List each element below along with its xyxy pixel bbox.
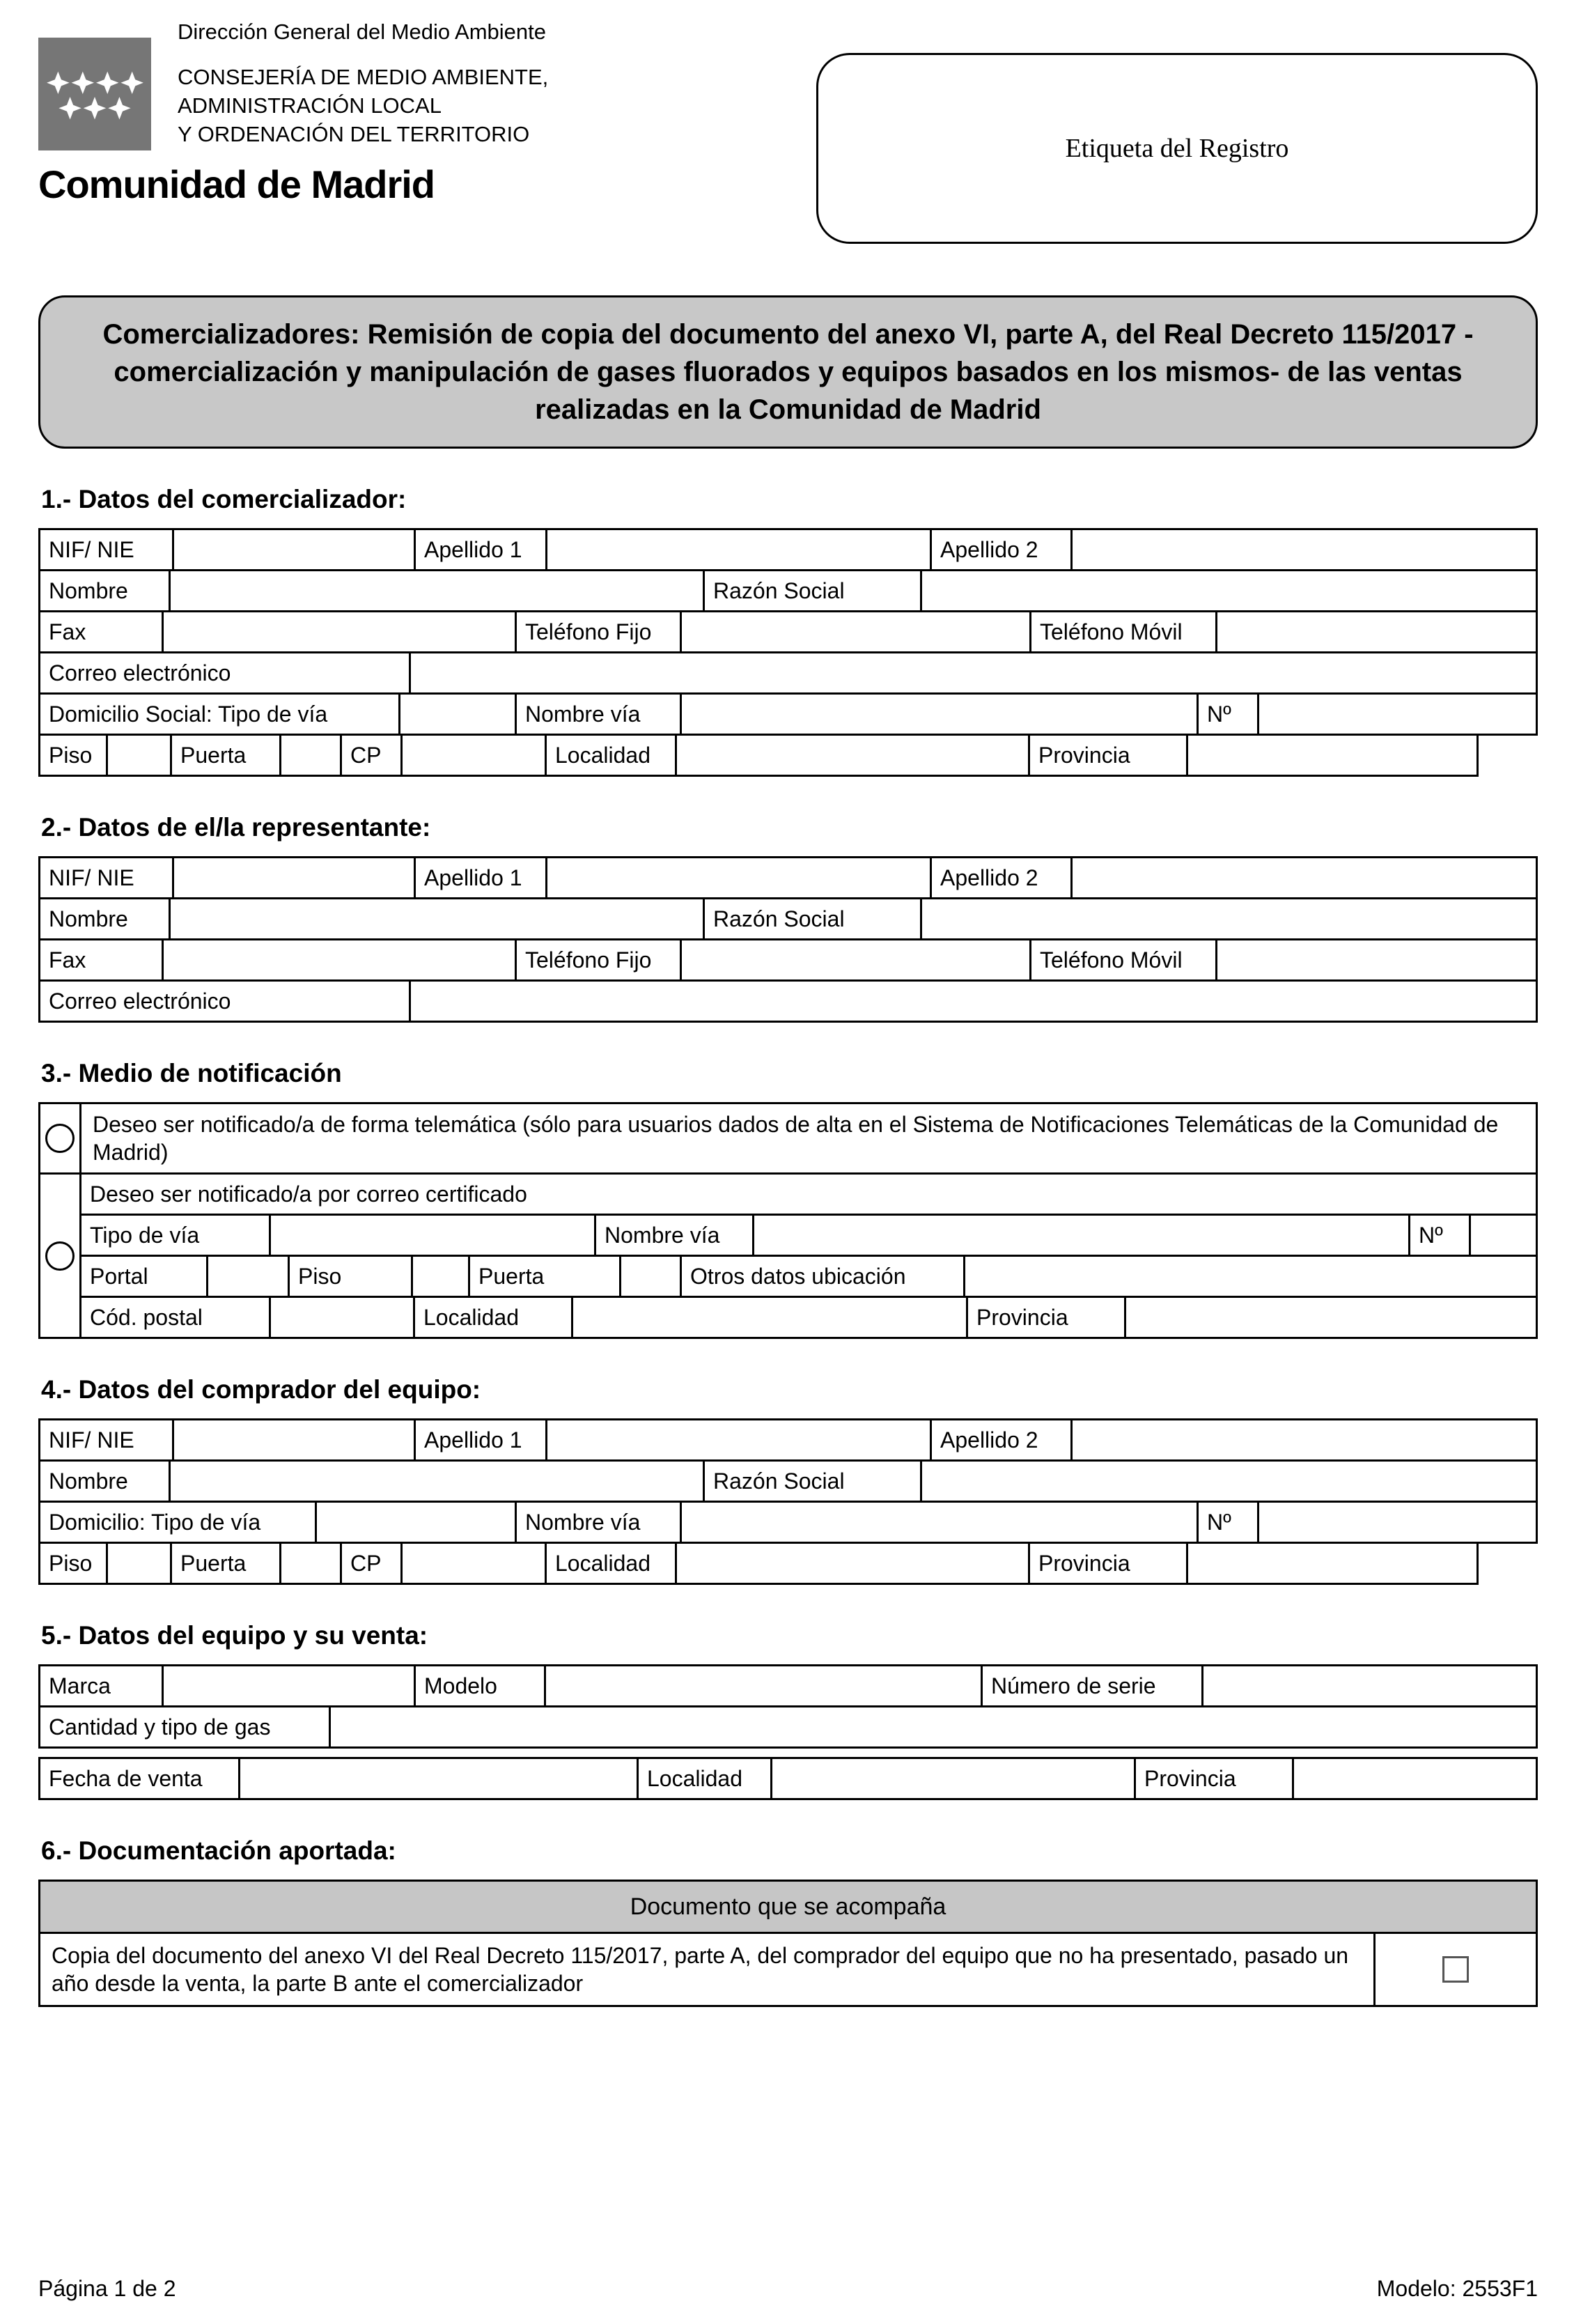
section-3-heading: 3.- Medio de notificación xyxy=(41,1059,342,1087)
s1-nombre-via-input[interactable] xyxy=(680,692,1199,736)
s5-numero-serie-label: Número de serie xyxy=(981,1664,1203,1707)
s3-provincia-input[interactable] xyxy=(1124,1296,1538,1339)
s2-telefono-fijo-label: Teléfono Fijo xyxy=(515,938,682,982)
s2-apellido2-input[interactable] xyxy=(1070,856,1538,899)
s4-apellido1-label: Apellido 1 xyxy=(414,1418,547,1462)
s1-domicilio-tipo-via-label: Domicilio Social: Tipo de vía xyxy=(38,692,400,736)
s3-localidad-input[interactable] xyxy=(571,1296,968,1339)
s4-numero-input[interactable] xyxy=(1257,1501,1538,1544)
section-1-table xyxy=(38,528,1538,777)
s5-fecha-venta-label: Fecha de venta xyxy=(38,1757,240,1800)
s1-nombre-via-label: Nombre vía xyxy=(515,692,682,736)
s3-puerta-input[interactable] xyxy=(619,1255,682,1298)
s2-nombre-label: Nombre xyxy=(38,897,171,940)
s4-apellido2-input[interactable] xyxy=(1070,1418,1538,1462)
s1-puerta-label: Puerta xyxy=(170,734,281,777)
s1-razon-social-label: Razón Social xyxy=(703,569,922,612)
telematica-radio[interactable] xyxy=(45,1124,75,1153)
s3-nombre-via-label: Nombre vía xyxy=(594,1214,754,1257)
s1-tipo-via-input[interactable] xyxy=(398,692,517,736)
section-2-table xyxy=(38,856,1538,1023)
s5-provincia-input[interactable] xyxy=(1292,1757,1538,1800)
consejeria-line-1: CONSEJERÍA DE MEDIO AMBIENTE, xyxy=(178,65,549,89)
section-6-table xyxy=(38,1880,1538,2007)
table-row xyxy=(38,1418,1538,1462)
s1-fax-input[interactable] xyxy=(162,610,517,653)
s3-tipo-via-input[interactable] xyxy=(269,1214,596,1257)
s6-document-text: Copia del documento del anexo VI del Real Decreto 115/2017, parte A, del comprador del equipo que no ha presentado, pasado un año desde la venta, la parte B ante el comercializador xyxy=(38,1932,1376,2007)
s4-cp-label: CP xyxy=(340,1542,403,1585)
s3-numero-label: Nº xyxy=(1408,1214,1471,1257)
direccion-general-text: Dirección General del Medio Ambiente xyxy=(178,20,546,44)
s1-localidad-label: Localidad xyxy=(545,734,677,777)
s1-telefono-fijo-label: Teléfono Fijo xyxy=(515,610,682,653)
section-1-heading: 1.- Datos del comercializador: xyxy=(41,485,407,513)
s2-apellido2-label: Apellido 2 xyxy=(930,856,1073,899)
s2-telefono-fijo-input[interactable] xyxy=(680,938,1031,982)
s3-provincia-label: Provincia xyxy=(966,1296,1126,1339)
s1-provincia-input[interactable] xyxy=(1186,734,1479,777)
table-row xyxy=(38,1501,1538,1544)
s4-numero-label: Nº xyxy=(1197,1501,1259,1544)
s3-nombre-via-input[interactable] xyxy=(752,1214,1410,1257)
s1-numero-label: Nº xyxy=(1197,692,1259,736)
table-row xyxy=(79,1214,1538,1257)
s4-provincia-input[interactable] xyxy=(1186,1542,1479,1585)
s1-piso-input[interactable] xyxy=(106,734,172,777)
s2-nif-label: NIF/ NIE xyxy=(38,856,174,899)
correo-address-subtable xyxy=(79,1172,1538,1339)
s3-otros-datos-input[interactable] xyxy=(963,1255,1538,1298)
document-checkbox[interactable] xyxy=(1442,1956,1469,1983)
section-4-heading: 4.- Datos del comprador del equipo: xyxy=(41,1375,481,1404)
s1-apellido2-input[interactable] xyxy=(1070,528,1538,571)
s5-cantidad-gas-input[interactable] xyxy=(329,1705,1538,1749)
s3-otros-datos-label: Otros datos ubicación xyxy=(680,1255,965,1298)
table-row xyxy=(38,734,1538,777)
section-2-heading: 2.- Datos de el/la representante: xyxy=(41,813,431,842)
form-title-banner: Comercializadores: Remisión de copia del documento del anexo VI, parte A, del Real Decreto 115/2017 - comercialización y manipulación de gases fluorados y equipos basados en los mismos- de las ventas realizadas en la Comunidad de Madrid xyxy=(38,295,1538,449)
s6-column-header: Documento que se acompaña xyxy=(38,1880,1538,1934)
s4-nif-label: NIF/ NIE xyxy=(38,1418,174,1462)
s2-apellido1-input[interactable] xyxy=(545,856,932,899)
section-5-heading: 5.- Datos del equipo y su venta: xyxy=(41,1621,428,1650)
table-row xyxy=(38,1705,1538,1749)
s1-puerta-input[interactable] xyxy=(279,734,342,777)
s1-nif-input[interactable] xyxy=(172,528,416,571)
s4-apellido1-input[interactable] xyxy=(545,1418,932,1462)
header-logo-block xyxy=(38,20,548,150)
s3-tipo-via-label: Tipo de vía xyxy=(79,1214,271,1257)
s2-correo-label: Correo electrónico xyxy=(38,979,411,1023)
table-row xyxy=(38,1664,1538,1707)
table-row xyxy=(79,1255,1538,1298)
s4-localidad-input[interactable] xyxy=(675,1542,1030,1585)
s2-telefono-movil-input[interactable] xyxy=(1215,938,1538,982)
s3-portal-label: Portal xyxy=(79,1255,208,1298)
s4-domicilio-tipo-via-label: Domicilio: Tipo de vía xyxy=(38,1501,317,1544)
s5-numero-serie-input[interactable] xyxy=(1201,1664,1538,1707)
s4-razon-social-label: Razón Social xyxy=(703,1459,922,1503)
notify-telematica-row xyxy=(38,1102,1538,1175)
table-row xyxy=(38,569,1538,612)
s5-marca-input[interactable] xyxy=(162,1664,416,1707)
s1-piso-label: Piso xyxy=(38,734,108,777)
section-4-table xyxy=(38,1418,1538,1585)
s5-localidad-input[interactable] xyxy=(770,1757,1136,1800)
s3-cod-postal-label: Cód. postal xyxy=(79,1296,271,1339)
s1-razon-social-input[interactable] xyxy=(920,569,1538,612)
s4-cp-input[interactable] xyxy=(400,1542,547,1585)
s4-provincia-label: Provincia xyxy=(1028,1542,1188,1585)
s4-piso-input[interactable] xyxy=(106,1542,172,1585)
s2-razon-social-label: Razón Social xyxy=(703,897,922,940)
notify-correo-row xyxy=(38,1172,1538,1339)
consejeria-line-3: Y ORDENACIÓN DEL TERRITORIO xyxy=(178,122,530,146)
header-texts xyxy=(178,20,548,148)
s5-modelo-label: Modelo xyxy=(414,1664,546,1707)
s2-nif-input[interactable] xyxy=(172,856,416,899)
s1-nombre-label: Nombre xyxy=(38,569,171,612)
s4-nif-input[interactable] xyxy=(172,1418,416,1462)
s2-fax-label: Fax xyxy=(38,938,164,982)
s1-cp-input[interactable] xyxy=(400,734,547,777)
s1-correo-label: Correo electrónico xyxy=(38,651,411,695)
s5-modelo-input[interactable] xyxy=(544,1664,983,1707)
table-row xyxy=(38,897,1538,940)
s1-correo-input[interactable] xyxy=(409,651,1538,695)
s3-portal-input[interactable] xyxy=(206,1255,290,1298)
table-row xyxy=(38,528,1538,571)
table-row xyxy=(38,610,1538,653)
s2-fax-input[interactable] xyxy=(162,938,517,982)
table-row xyxy=(38,938,1538,982)
table-gap xyxy=(38,1749,1538,1757)
s5-marca-label: Marca xyxy=(38,1664,164,1707)
section-6-heading: 6.- Documentación aportada: xyxy=(41,1836,396,1865)
footer xyxy=(38,2276,1538,2302)
s4-nombre-label: Nombre xyxy=(38,1459,171,1503)
s2-apellido1-label: Apellido 1 xyxy=(414,856,547,899)
s4-razon-social-input[interactable] xyxy=(920,1459,1538,1503)
header-left xyxy=(38,20,548,207)
s2-correo-input[interactable] xyxy=(409,979,1538,1023)
s4-piso-label: Piso xyxy=(38,1542,108,1585)
table-row xyxy=(38,1542,1538,1585)
s4-puerta-input[interactable] xyxy=(279,1542,342,1585)
table-row xyxy=(79,1296,1538,1339)
s6-checkbox-cell xyxy=(1373,1932,1538,2007)
s2-nombre-input[interactable] xyxy=(169,897,705,940)
s1-numero-input[interactable] xyxy=(1257,692,1538,736)
s3-piso-input[interactable] xyxy=(411,1255,470,1298)
s1-apellido1-label: Apellido 1 xyxy=(414,528,547,571)
s1-nombre-input[interactable] xyxy=(169,569,705,612)
table-row xyxy=(38,1459,1538,1503)
model-number: Modelo: 2553F1 xyxy=(1376,2276,1538,2301)
s1-nif-label: NIF/ NIE xyxy=(38,528,174,571)
s1-cp-label: CP xyxy=(340,734,403,777)
s2-razon-social-input[interactable] xyxy=(920,897,1538,940)
table-row xyxy=(38,692,1538,736)
s3-localidad-label: Localidad xyxy=(413,1296,573,1339)
s4-apellido2-label: Apellido 2 xyxy=(930,1418,1073,1462)
registry-label-box xyxy=(816,53,1538,244)
s4-nombre-via-input[interactable] xyxy=(680,1501,1199,1544)
table-row xyxy=(79,1172,1538,1216)
s4-nombre-input[interactable] xyxy=(169,1459,705,1503)
s4-puerta-label: Puerta xyxy=(170,1542,281,1585)
correo-radio[interactable] xyxy=(45,1241,75,1271)
s4-localidad-label: Localidad xyxy=(545,1542,677,1585)
table-row xyxy=(38,651,1538,695)
comunidad-de-madrid-wordmark: Comunidad de Madrid xyxy=(38,162,435,206)
s1-apellido1-input[interactable] xyxy=(545,528,932,571)
section-5-table xyxy=(38,1664,1538,1800)
s1-apellido2-label: Apellido 2 xyxy=(930,528,1073,571)
s5-cantidad-gas-label: Cantidad y tipo de gas xyxy=(38,1705,331,1749)
s2-telefono-movil-label: Teléfono Móvil xyxy=(1029,938,1217,982)
consejeria-line-2: ADMINISTRACIÓN LOCAL xyxy=(178,93,442,118)
s3-numero-input[interactable] xyxy=(1469,1214,1538,1257)
header xyxy=(38,20,1538,244)
s1-telefono-movil-label: Teléfono Móvil xyxy=(1029,610,1217,653)
s4-nombre-via-label: Nombre vía xyxy=(515,1501,682,1544)
table-row xyxy=(38,1880,1538,1934)
s3-cod-postal-input[interactable] xyxy=(269,1296,415,1339)
s5-localidad-label: Localidad xyxy=(637,1757,772,1800)
table-row xyxy=(38,856,1538,899)
table-row xyxy=(38,1757,1538,1800)
s5-fecha-venta-input[interactable] xyxy=(238,1757,639,1800)
s1-provincia-label: Provincia xyxy=(1028,734,1188,777)
s1-telefono-movil-input[interactable] xyxy=(1215,610,1538,653)
table-row xyxy=(38,1932,1538,2007)
page-number: Página 1 de 2 xyxy=(38,2276,176,2301)
correo-radio-cell xyxy=(38,1172,81,1339)
telematica-option-label: Deseo ser notificado/a de forma telemática (sólo para usuarios dados de alta en el Sistema de Notificaciones Telemáticas de la Comunidad de Madrid) xyxy=(79,1102,1538,1175)
correo-option-label: Deseo ser notificado/a por correo certificado xyxy=(79,1172,1538,1216)
telematica-radio-cell xyxy=(38,1102,81,1175)
s5-provincia-label: Provincia xyxy=(1134,1757,1294,1800)
s1-telefono-fijo-input[interactable] xyxy=(680,610,1031,653)
section-3-table xyxy=(38,1102,1538,1339)
s1-fax-label: Fax xyxy=(38,610,164,653)
s4-tipo-via-input[interactable] xyxy=(315,1501,517,1544)
s3-puerta-label: Puerta xyxy=(468,1255,621,1298)
s3-piso-label: Piso xyxy=(288,1255,413,1298)
madrid-flag-icon xyxy=(38,38,151,150)
s1-localidad-input[interactable] xyxy=(675,734,1030,777)
table-row xyxy=(38,979,1538,1023)
registry-label-text: Etiqueta del Registro xyxy=(1065,134,1289,163)
